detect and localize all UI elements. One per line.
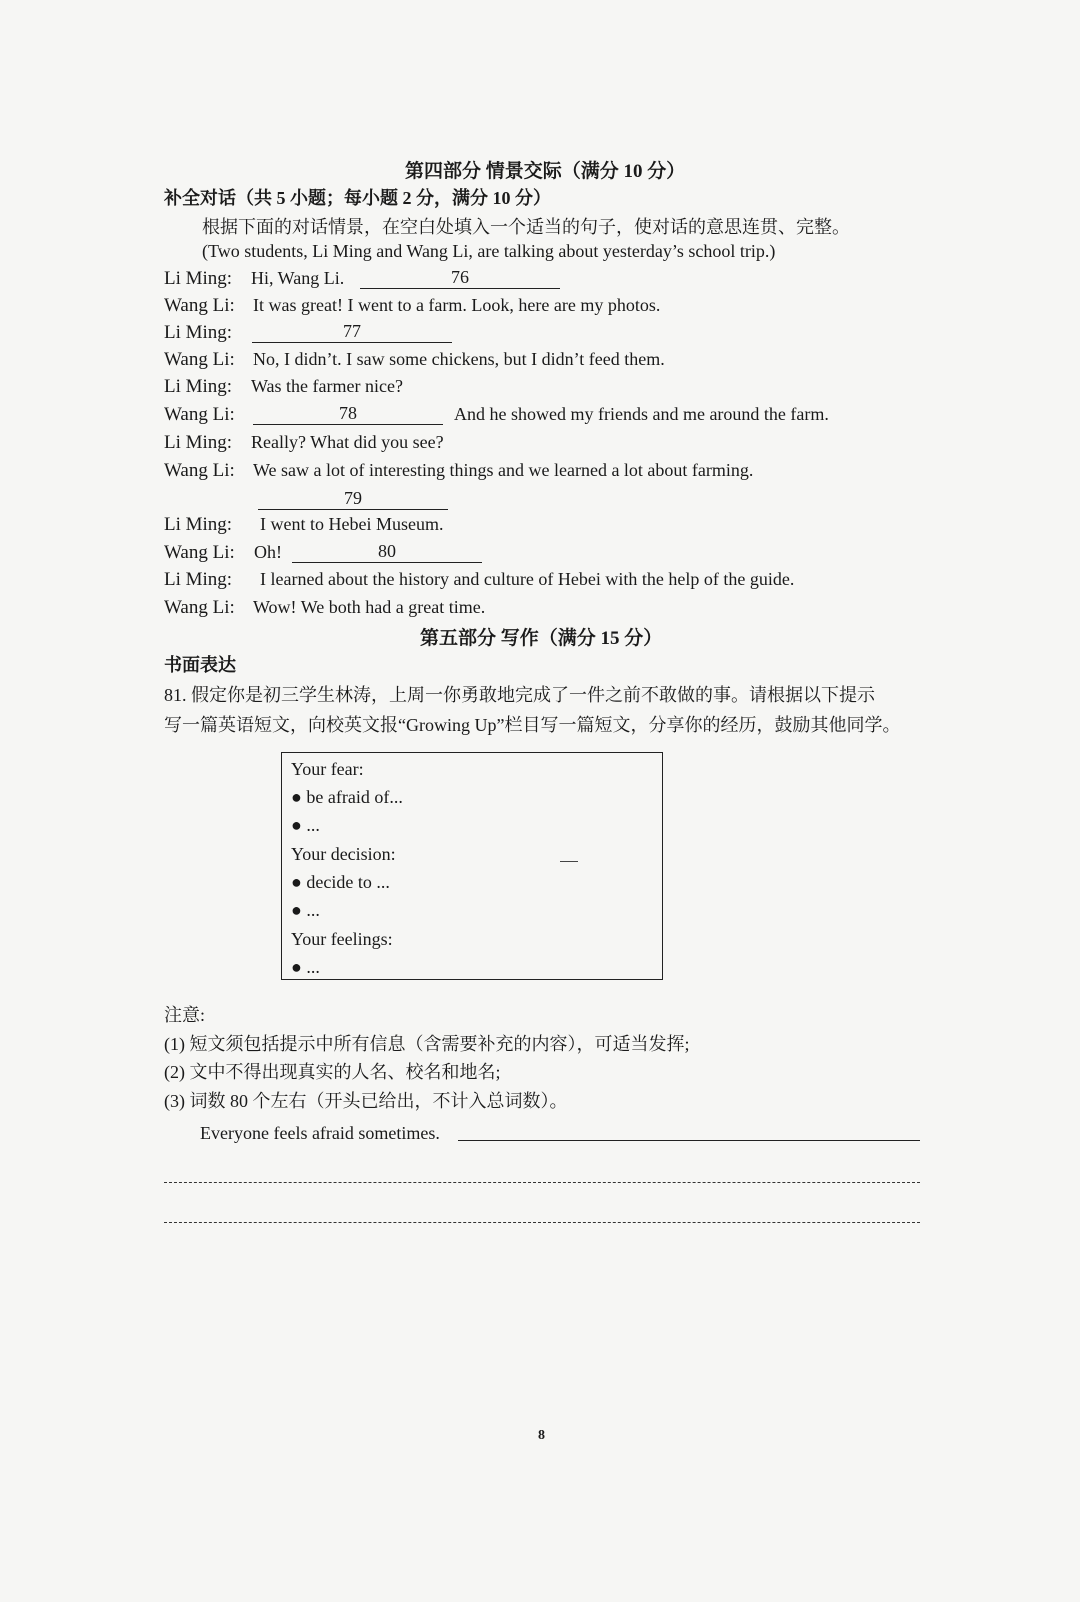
note-item: (1) 短文须包括提示中所有信息（含需要补充的内容），可适当发挥; [164,1034,690,1054]
writing-line[interactable] [164,1222,920,1223]
hint-item: ● decide to ... [291,872,390,892]
speaker-label: Wang Li: [164,349,235,370]
dialogue-line: Was the farmer nice? [251,376,403,396]
stray-mark [560,861,578,862]
dialogue-line: No, I didn’t. I saw some chickens, but I didn’t feed them. [253,349,665,369]
hint-item: ● ... [291,957,320,977]
dialogue-line: Oh! [254,542,282,562]
answer-blank-76[interactable]: 76 [360,266,560,289]
dialogue-line: We saw a lot of interesting things and we learned a lot about farming. [253,460,754,480]
dialogue-line: Hi, Wang Li. [251,268,345,288]
dialogue-line: I went to Hebei Museum. [260,514,444,534]
hint-item: ● ... [291,900,320,920]
speaker-label: Wang Li: [164,597,235,618]
hint-item: ● ... [291,815,320,835]
speaker-label: Li Ming: [164,514,233,535]
note-item: (2) 文中不得出现真实的人名、校名和地名; [164,1062,501,1082]
dialogue-line: It was great! I went to a farm. Look, here are my photos. [253,295,661,315]
speaker-label: Li Ming: [164,432,233,453]
hint-feelings-label: Your feelings: [291,929,393,949]
hint-item: ● be afraid of... [291,787,403,807]
answer-blank-79[interactable]: 79 [258,487,448,510]
speaker-label: Li Ming: [164,376,233,397]
writing-line[interactable] [164,1182,920,1183]
dialogue-line: Really? What did you see? [251,432,444,452]
writing-prompt-line1: 81. 假定你是初三学生林涛，上周一你勇敢地完成了一件之前不敢做的事。请根据以下提示 [164,685,875,705]
part4-title: 第四部分 情景交际（满分 10 分） [405,161,686,182]
speaker-label: Li Ming: [164,569,233,590]
dialogue-context: (Two students, Li Ming and Wang Li, are talking about yesterday’s school trip.) [202,241,776,261]
answer-blank-77[interactable]: 77 [252,320,452,343]
part4-subtitle: 补全对话（共 5 小题；每小题 2 分，满分 10 分） [164,188,551,208]
answer-blank-78[interactable]: 78 [253,402,443,425]
dialogue-line: I learned about the history and culture of Hebei with the help of the guide. [260,569,795,589]
note-item: (3) 词数 80 个左右（开头已给出，不计入总词数）。 [164,1091,568,1111]
speaker-label: Wang Li: [164,542,235,563]
answer-blank-80[interactable]: 80 [292,540,482,563]
notes-title: 注意: [164,1005,206,1025]
essay-opening: Everyone feels afraid sometimes. [200,1123,440,1143]
part4-instruction: 根据下面的对话情景，在空白处填入一个适当的句子，使对话的意思连贯、完整。 [202,217,850,237]
writing-prompt-line2: 写一篇英语短文，向校英文报“Growing Up”栏目写一篇短文，分享你的经历，鼓励其他同学。 [164,715,901,735]
hint-fear-label: Your fear: [291,759,364,779]
speaker-label: Wang Li: [164,404,235,425]
hint-box [281,752,663,980]
part5-title: 第五部分 写作（满分 15 分） [420,628,663,649]
dialogue-line: Wow! We both had a great time. [253,597,486,617]
dialogue-line: And he showed my friends and me around the farm. [454,404,829,424]
speaker-label: Li Ming: [164,322,233,343]
part5-subtitle: 书面表达 [164,655,236,675]
speaker-label: Wang Li: [164,460,235,481]
speaker-label: Wang Li: [164,295,235,316]
hint-decision-label: Your decision: [291,844,396,864]
page-number: 8 [538,1428,545,1443]
writing-line[interactable] [458,1140,920,1141]
speaker-label: Li Ming: [164,268,233,289]
